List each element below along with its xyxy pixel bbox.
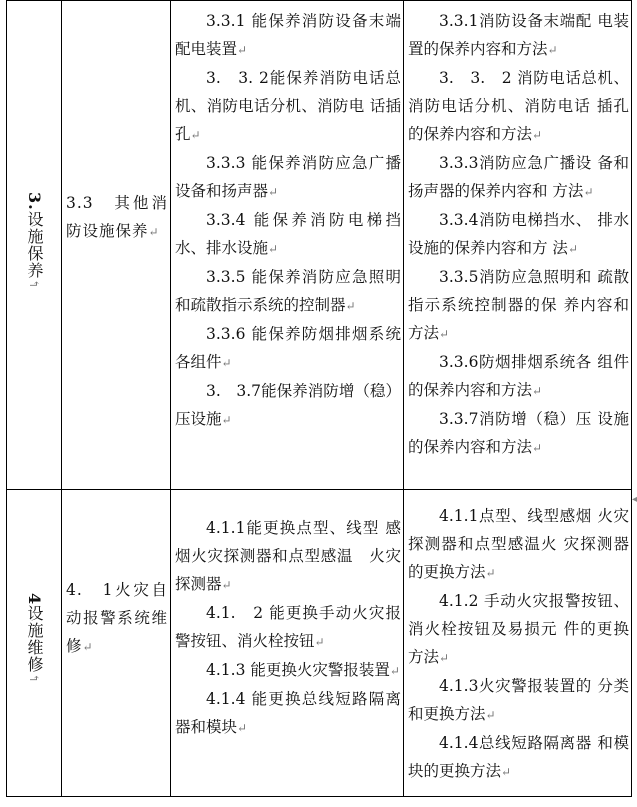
skill-item: 3.3.5 能保养消防应急照明和疏散指示系统的控制器↵	[175, 268, 401, 314]
knowledge-item: 3.3.1消防设备末端配 电装置的保养内容和方法↵	[408, 12, 629, 58]
skill-item: 3.3.1 能保养消防设备末端配电装置↵	[175, 12, 401, 58]
subsection-cell: 4. 1火灾自动报警系统维修↵	[62, 490, 171, 797]
knowledge-item: 3.3.6防烟排烟系统各 组件的保养内容和方法↵	[408, 353, 629, 399]
skill-item: 3.3.4 能保养消防电梯挡水、排水设施↵	[175, 211, 401, 257]
skill-item: 3.3.3 能保养消防应急广播设备和扬声器↵	[175, 154, 401, 200]
subsection-label: 3.3 其他消防设施保养	[66, 194, 168, 240]
knowledge-item: 3.3.3消防应急广播设 备和扬声器的保养内容和 方法↵	[408, 154, 629, 200]
knowledge-item: 4.1.3火灾警报装置的 分类和更换方法↵	[408, 677, 629, 723]
table-row	[7, 1, 632, 490]
section-heading: 3.设施保养↰	[25, 191, 44, 290]
section-cell	[7, 490, 62, 797]
section-cell	[7, 1, 62, 490]
knowledge-cell	[404, 1, 632, 490]
skills-cell	[171, 490, 404, 797]
skill-item: 3.3.6 能保养防烟排烟系统各组件↵	[175, 325, 401, 371]
skill-item: 4.1.4 能更换总线短路隔离器和模块↵	[175, 690, 401, 736]
subsection-cell: 3.3 其他消防设施保养↵	[62, 1, 171, 490]
knowledge-item: 4.1.4总线短路隔离器 和模块的更换方法↵	[408, 734, 629, 780]
section-heading: 4设施维修↰	[25, 592, 44, 685]
skill-item: 4.1. 2 能更换手动火灾报警按钮、消火栓按钮↵	[175, 604, 401, 650]
skill-item: 4.1.1能更换点型、线型 感烟火灾探测器和点型感温 火灾探测器↵	[175, 519, 401, 593]
knowledge-item: 4.1.1点型、线型感烟 火灾探测器和点型感温火 灾探测器的更换方法↵	[408, 507, 629, 581]
skill-item: 3. 3.7能保养消防增（稳）压设施↵	[175, 382, 401, 428]
knowledge-item: 3.3.4消防电梯挡水、 排水设施的保养内容和方 法↵	[408, 211, 629, 257]
knowledge-item: 3.3.5消防应急照明和 疏散指示系统控制器的保 养内容和方法↵	[408, 268, 629, 342]
table-edge-marker: ◂	[631, 494, 637, 505]
knowledge-cell	[404, 490, 632, 797]
skills-cell	[171, 1, 404, 490]
table-row	[7, 490, 632, 797]
skill-item: 4.1.3 能更换火灾警报装置↵	[206, 661, 400, 679]
skill-item: 3. 3. 2能保养消防电话总机、消防电话分机、消防电 话插孔↵	[175, 69, 401, 143]
subsection-label: 4. 1火灾自动报警系统维修	[66, 581, 168, 655]
knowledge-item: 3.3.7消防增（稳）压 设施的保养内容和方法↵	[408, 410, 629, 456]
knowledge-item: 4.1.2 手动火灾报警按钮、消火栓按钮及易损元 件的更换方法↵	[408, 592, 629, 666]
syllabus-table	[6, 0, 632, 797]
knowledge-item: 3. 3. 2 消防电话总机、消防电话分机、消防电话 插孔的保养内容和方法↵	[408, 69, 629, 143]
